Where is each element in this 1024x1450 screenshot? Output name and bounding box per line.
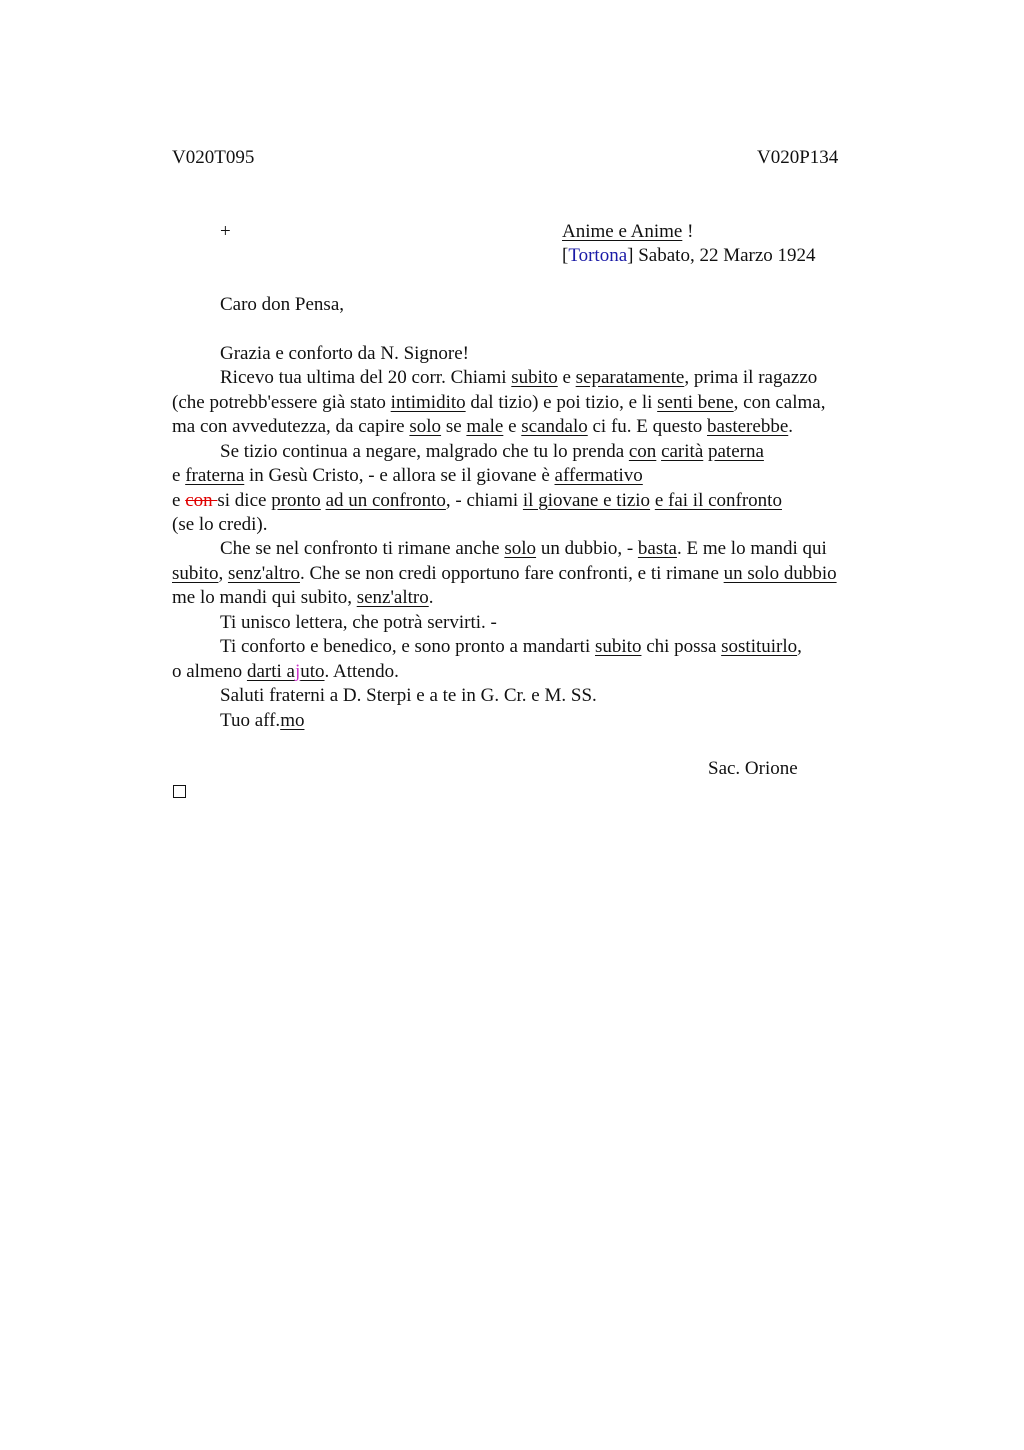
underlined-word: affermativo	[554, 465, 643, 486]
text-span: ci fu. E questo	[587, 416, 708, 437]
text-span: , prima il ragazzo	[684, 367, 818, 388]
body-line-8: (se lo credi).	[172, 514, 268, 535]
title-text: Anime e Anime	[562, 221, 683, 242]
underlined-word: separatamente	[575, 367, 685, 388]
dateline-rest: ] Sabato, 22 Marzo 1924	[627, 245, 816, 266]
underlined-word: e fai il confronto	[654, 490, 782, 511]
underlined-word: ad un confronto	[325, 490, 446, 511]
underlined-word: carità	[661, 441, 704, 462]
closing	[220, 709, 304, 733]
deleted-word: con	[185, 490, 218, 511]
text-span: ,	[797, 636, 802, 657]
text-span: se	[441, 416, 467, 437]
underlined-word: mo	[280, 710, 305, 731]
text-span: . Che se non credi opportuno fare confronti, e ti rimane	[299, 563, 724, 584]
underlined-word: il giovane e tizio	[522, 490, 651, 511]
body-line-14	[172, 660, 399, 684]
underlined-word: subito	[172, 563, 219, 584]
text-span: e	[172, 490, 186, 511]
text-span: .	[788, 416, 793, 437]
underlined-word: pronto	[271, 490, 321, 511]
text-span: chi possa	[641, 636, 722, 657]
text-span: . Attendo.	[324, 661, 399, 682]
text-span: e	[503, 416, 522, 437]
checkbox-square-icon	[173, 785, 186, 798]
text-span: o almeno	[172, 661, 247, 682]
document-code-left: V020T095	[172, 147, 255, 168]
salutation: Caro don Pensa,	[220, 294, 345, 315]
body-line-1: Grazia e conforto da N. Signore!	[220, 343, 470, 364]
underlined-word: subito	[595, 636, 642, 657]
title-mark: !	[682, 221, 694, 242]
text-span: , con calma,	[733, 392, 826, 413]
text-span: ,	[218, 563, 228, 584]
underlined-word: senti bene	[657, 392, 734, 413]
underlined-word: fraterna	[185, 465, 245, 486]
inserted-letter: j	[294, 661, 301, 682]
signature: Sac. Orione	[708, 758, 798, 779]
text-span: Se tizio continua a negare, malgrado che tu lo prenda	[220, 441, 629, 462]
text-span: in Gesù Cristo, - e allora se il giovane è	[244, 465, 555, 486]
text-span: Che se nel confronto ti rimane anche	[220, 538, 505, 559]
body-line-7	[172, 489, 782, 513]
body-line-13	[220, 635, 802, 659]
text-span: Tuo aff.	[220, 710, 281, 731]
underlined-word: senz'altro	[356, 587, 429, 608]
page-code-right: V020P134	[757, 147, 839, 168]
underlined-word: sostituirlo	[721, 636, 798, 657]
text-span: .	[428, 587, 434, 608]
underlined-word: male	[466, 416, 504, 437]
underlined-word: intimidito	[390, 392, 466, 413]
text-span: si dice	[217, 490, 272, 511]
letter-title	[562, 220, 693, 244]
underlined-word: con	[628, 441, 657, 462]
text-span: me lo mandi qui subito,	[172, 587, 357, 608]
underlined-word: scandalo	[521, 416, 588, 437]
text-span: Ti conforto e benedico, e sono pronto a mandarti	[220, 636, 595, 657]
underlined-word: subito	[511, 367, 558, 388]
body-line-3	[172, 391, 825, 415]
body-line-5	[220, 440, 764, 464]
underlined-word: solo	[504, 538, 537, 559]
body-line-9	[220, 537, 827, 561]
text-span: dal tizio) e poi tizio, e li	[465, 392, 658, 413]
underlined-word: basterebbe	[707, 416, 789, 437]
underlined-word: darti a	[246, 661, 295, 682]
text-span: (che potrebb'essere già stato	[172, 392, 391, 413]
underlined-word: basta	[637, 538, 677, 559]
text-span: un dubbio, -	[536, 538, 638, 559]
body-line-6	[172, 464, 643, 488]
dateline-place: Tortona	[568, 245, 628, 266]
underlined-word: un solo dubbio	[723, 563, 837, 584]
text-span: , - chiami	[445, 490, 523, 511]
body-line-15: Saluti fraterni a D. Sterpi e a te in G. Cr. e M. SS.	[220, 685, 597, 706]
text-span: e	[172, 465, 186, 486]
body-line-10	[172, 562, 837, 586]
underlined-word: solo	[409, 416, 442, 437]
text-span: ma con avvedutezza, da capire	[172, 416, 410, 437]
body-line-4	[172, 415, 793, 439]
underlined-word: uto	[300, 661, 325, 682]
cross-mark: +	[220, 221, 231, 242]
dateline-open: [	[562, 245, 569, 266]
body-line-2	[220, 366, 817, 390]
underlined-word: paterna	[708, 441, 764, 462]
body-line-12: Ti unisco lettera, che potrà servirti. -	[220, 612, 497, 633]
underlined-word: senz'altro	[227, 563, 300, 584]
dateline	[562, 244, 816, 268]
text-span: e	[557, 367, 576, 388]
text-span: . E me lo mandi qui	[676, 538, 827, 559]
text-span: Ricevo tua ultima del 20 corr. Chiami	[220, 367, 512, 388]
body-line-11	[172, 586, 433, 610]
